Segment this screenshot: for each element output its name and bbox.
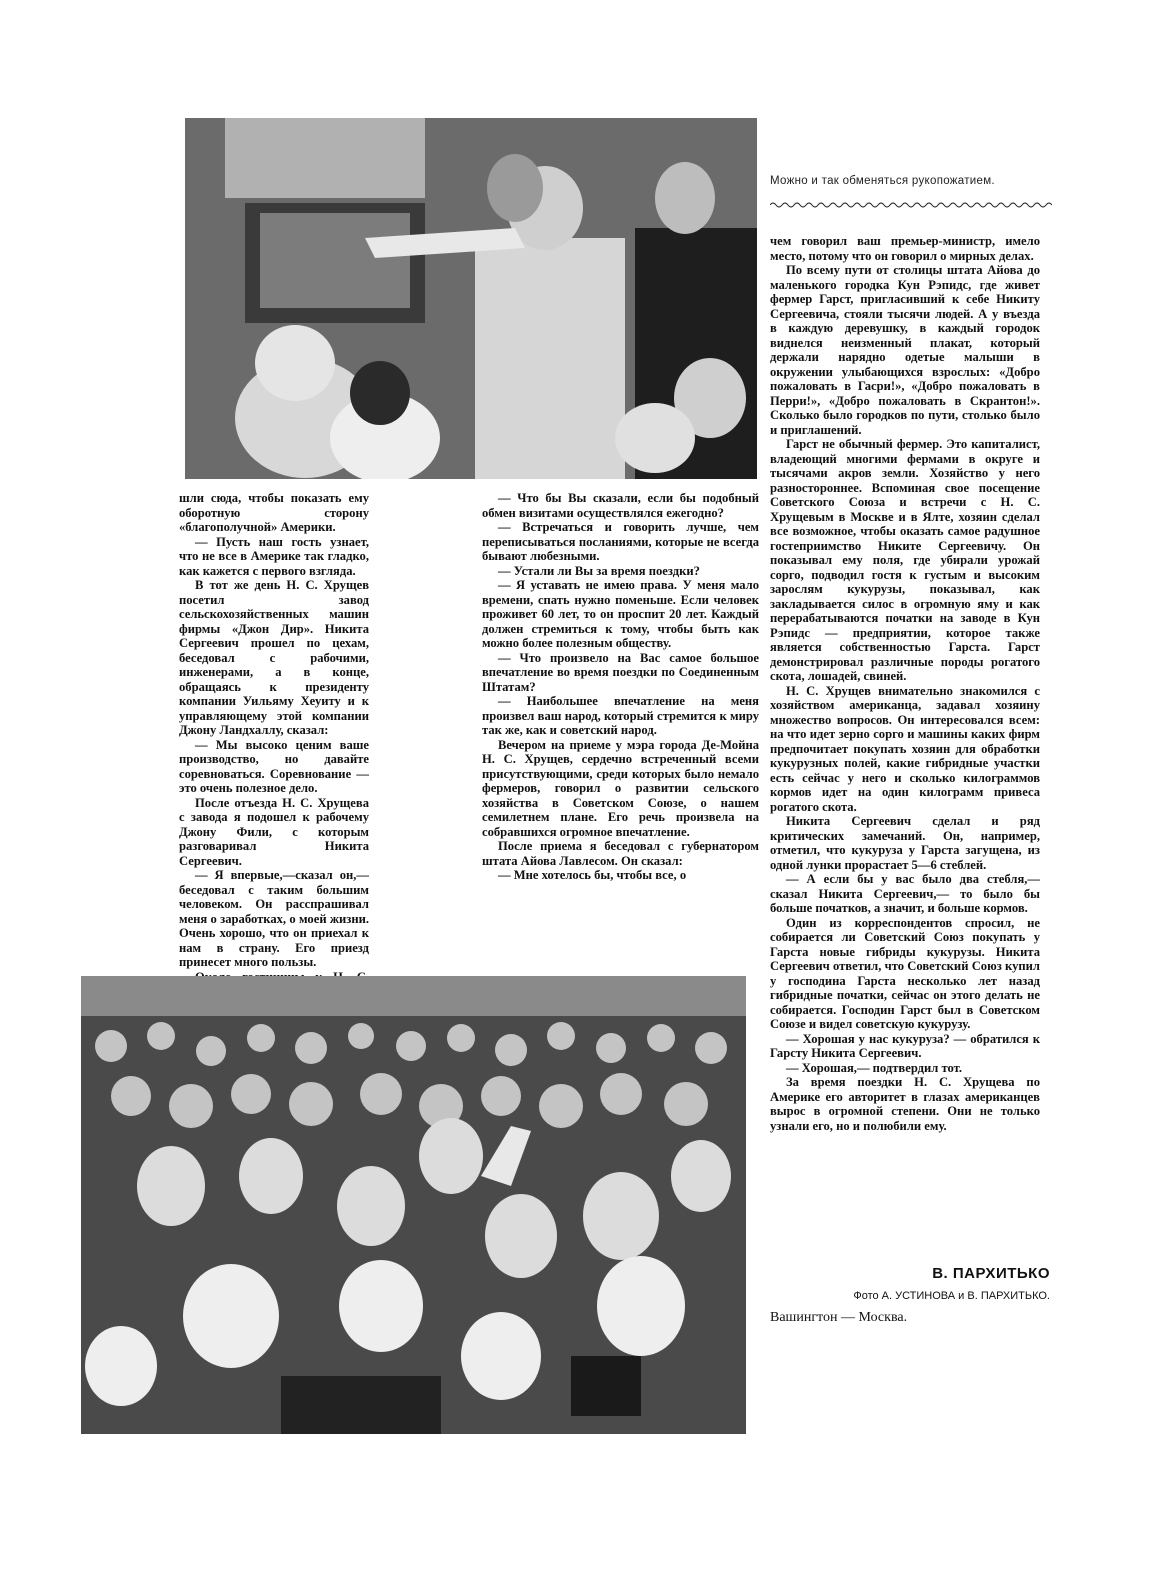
paragraph: — Встречаться и говорить лучше, чем переписываться посланиями, которые не всегда бывают любезными.: [482, 520, 759, 563]
paragraph: Н. С. Хрущев внимательно знакомился с хозяйством американца, задавал хозяину множество вопросов. Он интересовался всем: на что идет зерно сорго и машины каких фирм предпочитает покупать хозяин для обработки кукурузных полей, какие гибридные участки есть сейчас у него и сколько килограммов кормов идет на один килограмм привеса рогатого скота.: [770, 683, 1040, 814]
photo-handshake: [185, 118, 757, 479]
paragraph: Никита Сергеевич сделал и ряд критических замечаний. Он, например, отметил, что кукуруза у Гарста загущена, из одной лунки прорастает 5—6 стеблей.: [770, 814, 1040, 872]
paragraph: По всему пути от столицы штата Айова до маленького городка Кун Рэпидс, где живет фермер Гарст, пригласивший к себе Никиту Сергеевича, стояли тысячи людей. А у въезда в каждую деревушку, в каждый городок виднелся неизменный плакат, который держали нарядно одетые малыши в окружении улыбающихся взрослых: «Добро пожаловать в Гасри!», «Добро пожаловать в Перри!», «Добро пожаловать в Скрантон!». Сколько было городков по пути, столько было и приглашений.: [770, 263, 1040, 437]
paragraph: После отъезда Н. С. Хрущева с завода я подошел к рабочему Джону Фили, с которым разговаривал Никита Сергеевич.: [179, 795, 369, 868]
article-column-2: [482, 491, 759, 883]
paragraph: — Хорошая,— подтвердил тот.: [786, 1060, 963, 1075]
paragraph: — Я впервые,—сказал он,— беседовал с таким большим человеком. Он расспрашивал меня о заработках, о моей жизни. Очень хорошо, что он приехал к нам в страну. Его приезд принесет много пользы.: [179, 868, 369, 969]
paragraph: Один из корреспондентов спросил, не собирается ли Советский Союз покупать у Гарста новые гибриды кукурузы. Никита Сергеевич ответил, что Советский Союз купил у господина Гарста несколько лет назад гибридные початки, сейчас он этого делать не собирается. Господин Гарст был в Советском Союзе и видел советскую кукурузу.: [770, 915, 1040, 1031]
photo-crowd: [81, 976, 746, 1434]
paragraph: шли сюда, чтобы показать ему оборотную сторону «благополучной» Америки.: [179, 491, 369, 534]
paragraph: — Что бы Вы сказали, если бы подобный обмен визитами осуществлялся ежегодно?: [482, 491, 759, 520]
paragraph: — Мы высоко ценим ваше производство, но давайте соревноваться. Соревнование — это очень полезное дело.: [179, 737, 369, 795]
paragraph: — А если бы у вас было два стебля,— сказал Никита Сергеевич,— то было бы больше початков, а значит, и больше кормов.: [770, 872, 1040, 915]
paragraph: — Мне хотелось бы, чтобы все, о: [498, 868, 687, 882]
paragraph: — Устали ли Вы за время поездки?: [498, 563, 700, 578]
article-column-1: [179, 491, 369, 1057]
paragraph: — Хорошая у нас кукуруза? — обратился к Гарсту Никита Сергеевич.: [770, 1031, 1040, 1060]
wavy-divider: [770, 200, 1052, 210]
paragraph: — Пусть наш гость узнает, что не все в Америке так гладко, как кажется с первого взгляда.: [179, 534, 369, 578]
photo-crowd-image: [81, 976, 746, 1434]
paragraph: Гарст не обычный фермер. Это капиталист, владеющий многими фермами в округе и тысячами акров земли. Хозяйство у него разностороннее. Вспоминая свое посещение Советского Союза и встречи с Н. С. Хрущевым в Москве и в Ялте, хозяин сделал все возможное, чтобы оказать самое радушное гостеприимство Никите Сергеевичу. Он показывал ему поля, где убирали урожай сорго, подводил гостя к густым и высоким зарослям кукурузы, показывал, как закладывается силос в огромную яму и как перерабатываются початки на заводе в Кун Рэпидс — предприятии, которое также является собственностью Гарста. Гарст демонстрировал различные породы рогатого скота, лошадей, свиней.: [770, 437, 1040, 683]
paragraph: За время поездки Н. С. Хрущева по Америке его авторитет в глазах американцев вырос в огромной степени. Они не только узнали его, но и полюбили ему.: [770, 1075, 1040, 1133]
paragraph: После приема я беседовал с губернатором штата Айова Лавлесом. Он сказал:: [482, 839, 759, 868]
paragraph: — Я уставать не имею права. У меня мало времени, спать нужно поменьше. Если человек проживет 60 лет, то он проспит 20 лет. Каждый должен стремиться к тому, чтобы быть как можно более полезным обществу.: [482, 578, 759, 650]
photo-handshake-image: [185, 118, 757, 479]
paragraph: В тот же день Н. С. Хрущев посетил завод сельскохозяйственных машин фирмы «Джон Дир». Никита Сергеевич прошел по цехам, беседовал с рабочими, инженерами, а в конце, обращаясь к президенту компании Уильяму Хеуиту и к управляющему этой компании Джону Ландхаллу, сказал:: [179, 578, 369, 737]
dateline-place: Вашингтон — Москва.: [770, 1310, 908, 1325]
photo-caption: Можно и так обменяться рукопожатием.: [770, 175, 995, 187]
author-signature: В. ПАРХИТЬКО: [932, 1265, 1050, 1282]
photo-credit: Фото А. УСТИНОВА и В. ПАРХИТЬКО.: [853, 1290, 1050, 1302]
paragraph: чем говорил ваш премьер-министр, имело место, потому что он говорил о мирных делах.: [770, 234, 1040, 263]
paragraph: Вечером на приеме у мэра города Де-Мойна Н. С. Хрущев, сердечно встреченный всеми присутствующими, среди которых было немало фермеров, говорил о развитии сельского хозяйства в Советском Союзе, о нашем семилетнем плане. Его речь произвела на собравшихся огромное впечатление.: [482, 737, 759, 839]
paragraph: — Что произвело на Вас самое большое впечатление во время поездки по Соединенным Штатам?: [482, 650, 759, 694]
article-column-3: [770, 234, 1040, 1133]
paragraph: — Наибольшее впечатление на меня произвел ваш народ, который стремится к миру так же, как и советский народ.: [482, 694, 759, 737]
